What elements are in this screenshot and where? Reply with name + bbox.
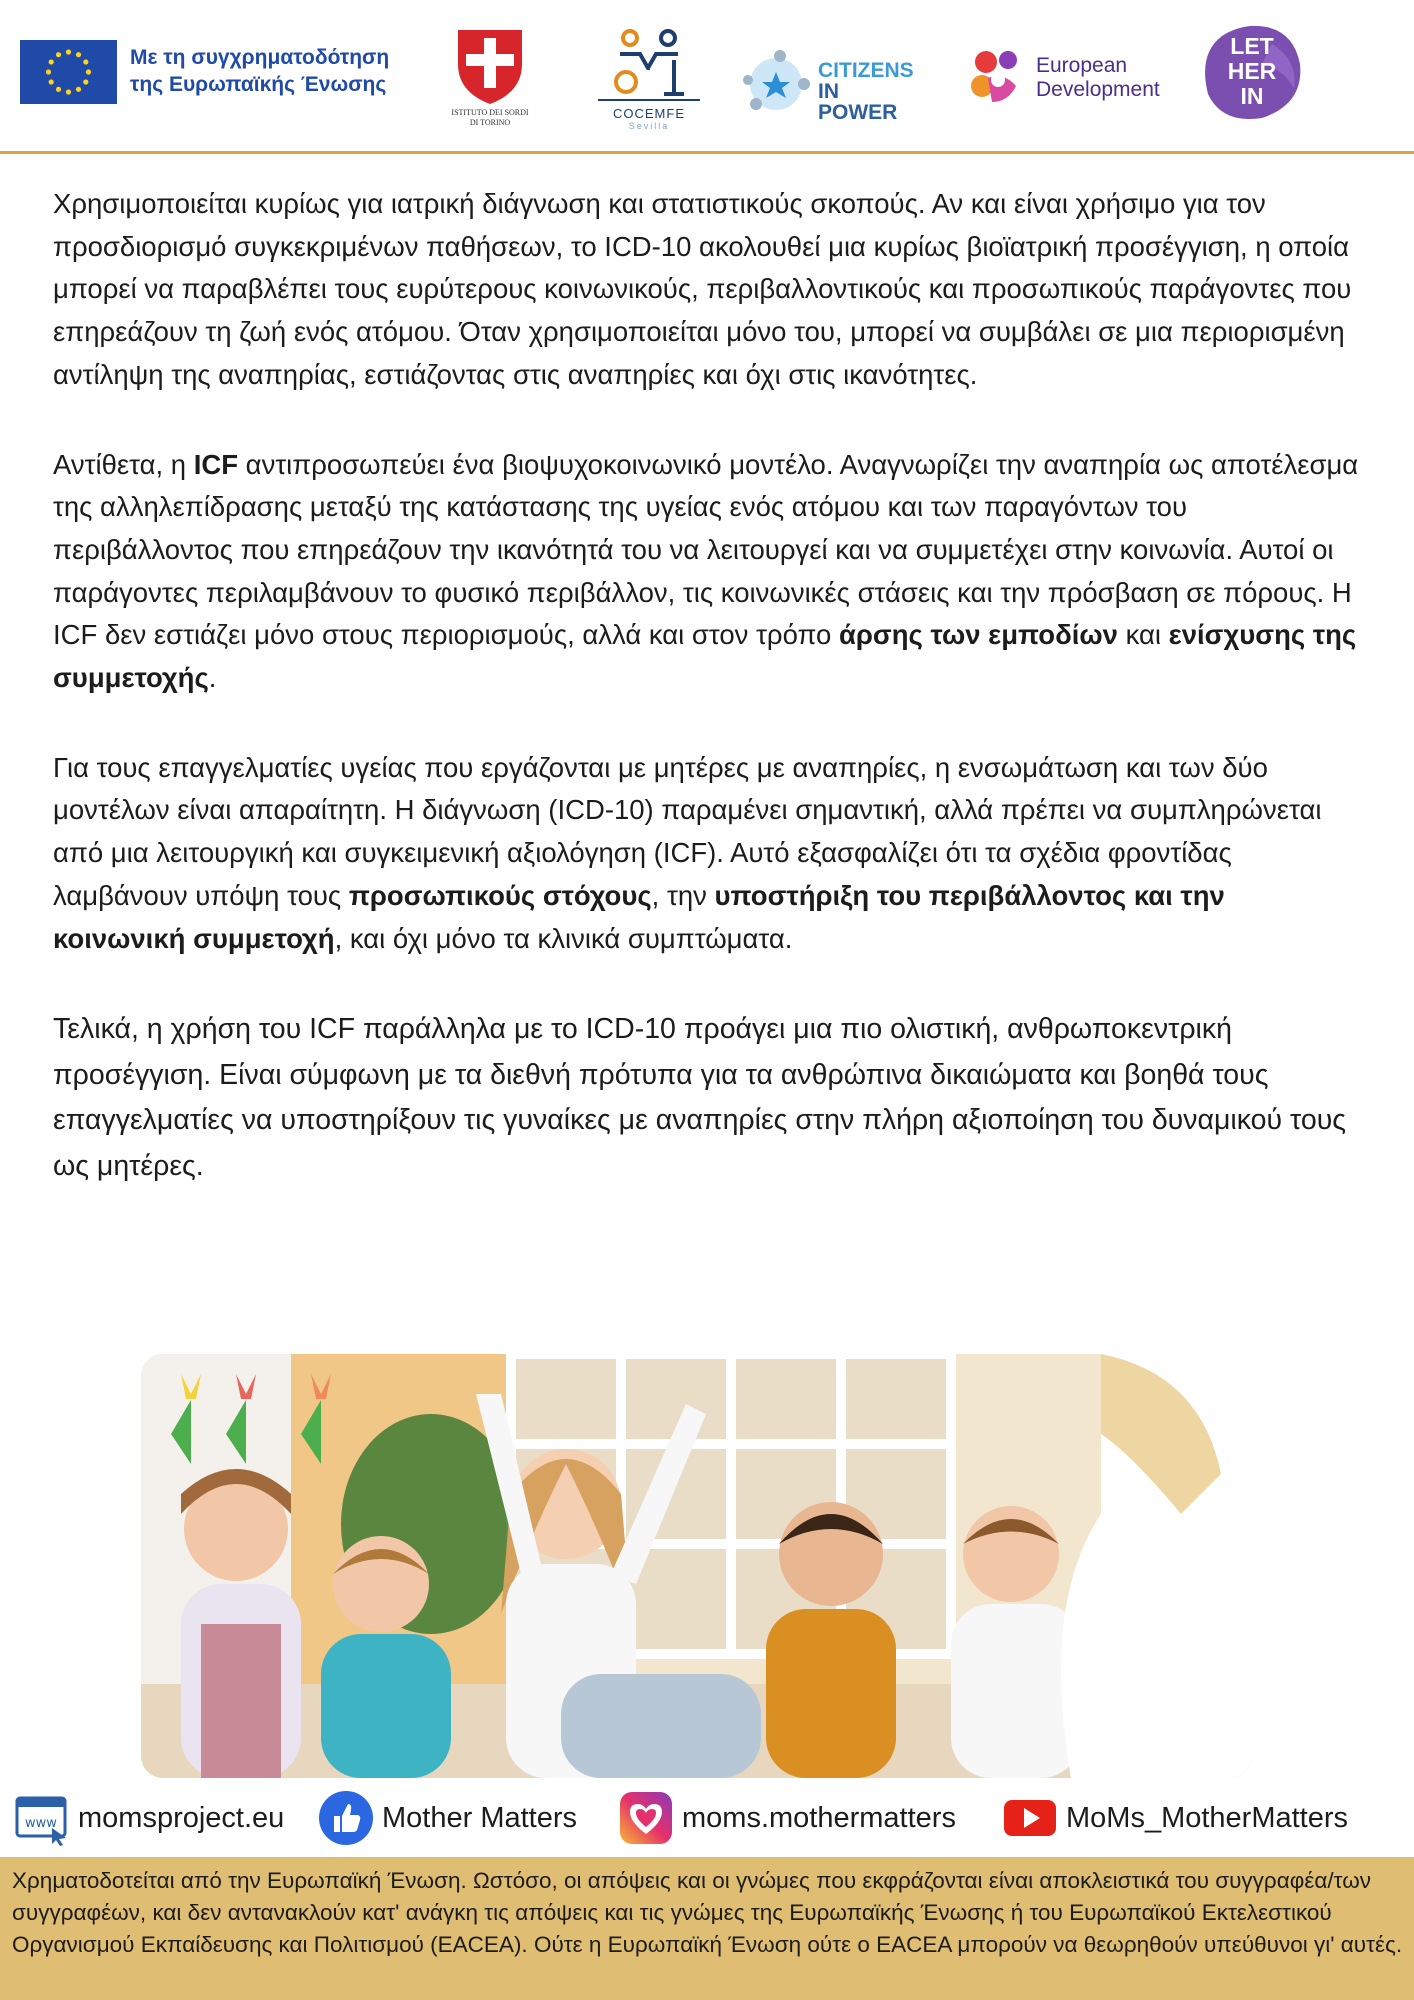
website-label: momsproject.eu xyxy=(78,1801,285,1834)
paragraph-4 xyxy=(53,1007,1363,1189)
european-development-logo xyxy=(964,44,1184,110)
participation-emphasis: ενίσχυσης της συμμετοχής xyxy=(53,619,1357,694)
paragraph-2-text-a: Αντίθετα, η xyxy=(53,448,194,480)
letherin-line-3: IN xyxy=(1240,83,1264,109)
youtube-icon xyxy=(1002,1790,1058,1846)
letherin-line-2: HER xyxy=(1227,58,1277,84)
logo-header xyxy=(0,0,1414,154)
instagram-link[interactable] xyxy=(618,1790,956,1846)
istituto-caption xyxy=(426,108,554,128)
social-links-row xyxy=(0,1790,1414,1846)
paragraph-3-text-e: , και όχι μόνο τα κλινικά συμπτώματα. xyxy=(334,922,793,954)
barrier-removal-emphasis: άρσης των εμποδίων xyxy=(839,619,1118,651)
paragraph-2-text-g: . xyxy=(208,662,217,694)
youtube-label: MoMs_MotherMatters xyxy=(1066,1801,1349,1834)
paragraph-3 xyxy=(53,747,1363,961)
letherin-line-1: LET xyxy=(1230,33,1274,59)
paragraph-1 xyxy=(53,183,1363,397)
citizens-line-1: CITIZENS xyxy=(818,59,914,82)
let-her-in-logo xyxy=(1202,24,1304,122)
cocemfe-name: COCEMFE xyxy=(613,106,685,121)
youtube-link[interactable] xyxy=(1002,1790,1348,1846)
cocemfe-logo xyxy=(590,24,708,138)
paragraph-3-text-a: Για τους επαγγελματίες υγείας που εργάζονται με μητέρες με αναπηρίες, η ενσωμάτωση και των δύο μοντέλων είναι απαραίτητη. Η διάγνωση (ICD-10) παραμένει σημαντική, αλλά πρέπει να συμπληρώνεται από μια λειτουργική και συγκειμενική αξιολόγηση (ICF). Αυτό εξασφαλίζει ότι τα σχέδια φροντίδας λαμβάνουν υπόψη τους xyxy=(53,751,1322,911)
paragraph-2 xyxy=(53,444,1363,700)
istituto-logo xyxy=(446,24,534,136)
paragraph-4-text: Τελικά, η χρήση του ICF παράλληλα με το ICD-10 προάγει μια πιο ολιστική, ανθρωποκεντρική προσέγγιση. Είναι σύμφωνη με τα διεθνή πρότυπα για τα ανθρώπινα δικαιώματα και βοηθά τους επαγγελματίες να υποστηρίξουν τις γυναίκες με αναπηρίες στην πλήρη αξιοποίηση του δυναμικού τους ως μητέρες. xyxy=(53,1013,1347,1182)
www-icon xyxy=(14,1790,70,1846)
facebook-like-icon xyxy=(318,1790,374,1846)
icf-term: ICF xyxy=(193,448,239,480)
classroom-children-photo xyxy=(141,1354,1252,1778)
cocemfe-icon xyxy=(590,24,708,104)
european-development-text xyxy=(1036,54,1160,102)
citizens-in-power-text xyxy=(818,60,922,123)
website-link[interactable] xyxy=(14,1790,284,1846)
citizens-in-power-icon xyxy=(742,46,814,116)
paragraph-3-text-c: , την xyxy=(651,879,715,911)
citizens-line-2: IN POWER xyxy=(818,80,898,124)
eu-disclaimer-footer xyxy=(0,1857,1414,2000)
facebook-label: Mother Matters xyxy=(382,1801,577,1834)
paragraph-1-text: Χρησιμοποιείται κυρίως για ιατρική διάγνωση και στατιστικούς σκοπούς. Αν και είναι χρήσιμο για τον προσδιορισμό συγκεκριμένων παθήσεων, το ICD-10 ακολουθεί μια κυρίως βιοϊατρική προσέγγιση, η οποία μπορεί να παραβλέπει τους ευρύτερους κοινωνικούς, περιβαλλοντικούς και προσωπικούς παράγοντες που επηρεάζουν τη ζωή ενός ατόμου. Όταν χρησιμοποιείται μόνο του, μπορεί να συμβάλει σε μια περιορισμένη αντίληψη της αναπηρίας, εστιάζοντας στις αναπηρίες και όχι στις ικανότητες. xyxy=(53,188,1352,390)
paragraph-2-text-c: αντιπροσωπεύει ένα βιοψυχοκοινωνικό μοντέλο. Αναγνωρίζει την αναπηρία ως αποτέλεσμα της αλληλεπίδρασης μεταξύ της κατάστασης της υγείας ενός ατόμου και των παραγόντων του περιβάλλοντος που επηρεάζουν την ικανότητά του να λειτουργεί και να συμμετέχει στην κοινωνία. Αυτοί οι παράγοντες περιλαμβάνουν το φυσικό περιβάλλον, τις κοινωνικές στάσεις και την πρόσβαση σε πόρους. Η ICF δεν εστιάζει μόνο στους περιορισμούς, αλλά και στον τρόπο xyxy=(53,448,1359,651)
personal-goals-emphasis: προσωπικούς στόχους xyxy=(348,879,652,911)
environment-support-emphasis: υποστήριξη του περιβάλλοντος και την κοινωνική συμμετοχή xyxy=(53,879,1225,954)
eurodev-line-2: Development xyxy=(1036,78,1160,101)
eu-funding-line-1: Με τη συγχρηματοδότηση xyxy=(130,46,390,69)
www-icon-text: www xyxy=(25,1816,57,1831)
istituto-caption-line-2: DI TORINO xyxy=(469,118,511,127)
paragraph-2-text-e: και xyxy=(1117,619,1169,651)
let-her-in-text xyxy=(1202,34,1302,109)
disclaimer-text: Χρηματοδοτείται από την Ευρωπαϊκή Ένωση. Ωστόσο, οι απόψεις και οι γνώμες που εκφράζονται είναι αποκλειστικά του συγγραφέα/των συγγραφέων, και δεν αντανακλούν κατ' ανάγκη τις απόψεις και τις γνώμες της Ευρωπαϊκής Ένωσης ή του Ευρωπαϊκού Εκτελεστικού Οργανισμού Εκπαίδευσης και Πολιτισμού (EACEA). Ούτε η Ευρωπαϊκή Ένωση ούτε ο EACEA μπορούν να θεωρηθούν υπεύθυνοι γι' αυτές. xyxy=(12,1868,1403,1957)
istituto-caption-line-1: ISTITUTO DEI SORDI xyxy=(451,108,529,117)
eu-funding-line-2: της Ευρωπαϊκής Ένωσης xyxy=(130,73,387,96)
cocemfe-sub: Sevilla xyxy=(628,121,670,131)
eurodev-line-1: European xyxy=(1036,54,1128,77)
citizens-in-power-logo xyxy=(742,46,922,124)
instagram-icon xyxy=(618,1790,674,1846)
article-body xyxy=(53,183,1363,1236)
istituto-shield-icon xyxy=(446,24,534,108)
instagram-label: moms.mothermatters xyxy=(682,1801,956,1834)
european-development-icon xyxy=(964,44,1030,110)
eu-flag-icon xyxy=(20,40,117,104)
facebook-link[interactable] xyxy=(318,1790,577,1846)
eu-funding-text xyxy=(130,44,410,98)
